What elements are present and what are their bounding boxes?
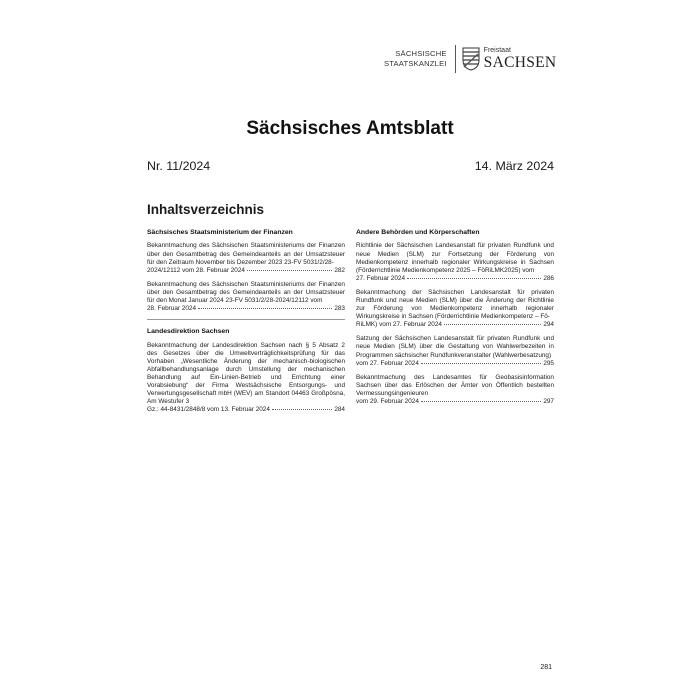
freistaat-sachsen-logo [484, 47, 557, 71]
entry-date: 28. Februar 2024 [147, 305, 197, 313]
issue-number: Nr. 11/2024 [147, 159, 211, 173]
entry-date: vom 27. Februar 2024 [356, 359, 419, 367]
staatskanzlei-logo [384, 49, 447, 69]
toc-entry[interactable] [147, 342, 345, 415]
entry-date: Gz.: 44-8431/2848/8 vom 13. Februar 2024 [147, 406, 270, 414]
toc-entry[interactable] [356, 335, 554, 367]
header-logos [384, 44, 556, 74]
sachsen-label: SACHSEN [483, 54, 557, 72]
dot-leader [421, 363, 541, 364]
toc-entry[interactable] [356, 374, 554, 406]
entry-page: 295 [543, 359, 554, 367]
toc-entry[interactable] [147, 281, 345, 313]
entry-page: 282 [334, 266, 345, 274]
staatskanzlei-line1: SÄCHSISCHE [395, 49, 447, 58]
section-divider [147, 319, 345, 320]
section-title: Landesdirektion Sachsen [147, 328, 230, 336]
dot-leader [421, 401, 541, 402]
page-number: 281 [540, 664, 552, 671]
toc-column-left [147, 229, 345, 420]
entry-date: 2024/12112 vom 28. Februar 2024 [147, 266, 245, 274]
dot-leader [272, 409, 332, 410]
dot-leader [247, 270, 332, 271]
entry-page: 284 [334, 406, 345, 414]
dot-leader [407, 278, 541, 279]
entry-text: Bekanntmachung des Landesamtes für Geobasisinformation Sachsen über das Erlöschen der Ämter von Öffentlich bestellten Vermessungsingenieuren [356, 373, 554, 397]
entry-page: 283 [334, 305, 345, 313]
dot-leader [444, 324, 541, 325]
entry-text: Bekanntmachung des Sächsischen Staatsministeriums der Finanzen über den Gesamtbetrag des Gemeindeanteils an der Umsatzsteuer für den Monat Januar 2024 23-FV 5031/2/28-2024/12112 vom [147, 280, 345, 304]
entry-date: RiLMK) vom 27. Februar 2024 [356, 321, 442, 329]
entry-date: 27. Februar 2024 [356, 274, 406, 282]
toc-entry[interactable] [356, 242, 554, 282]
freistaat-label: Freistaat [483, 47, 511, 55]
dot-leader [198, 308, 332, 309]
toc-column-right [356, 229, 554, 412]
entry-page: 286 [543, 274, 554, 282]
toc-heading: Inhaltsverzeichnis [147, 202, 265, 217]
entry-page: 294 [543, 321, 554, 329]
entry-text: Bekanntmachung der Sächsischen Landesanstalt für privaten Rundfunk und neue Medien (SLM) über die Änderung der Richtlinie zur Förderung von Medienkompetenz innerhalb regionaler Wirkungskreise in Sachsen (Förderrichtlinie Medienkompetenz – Fö- [356, 288, 554, 321]
entry-date: vom 29. Februar 2024 [356, 398, 419, 405]
page-title: Sächsisches Amtsblatt [246, 118, 454, 139]
entry-page: 297 [543, 398, 554, 405]
entry-text: Richtlinie der Sächsischen Landesanstalt für privaten Rundfunk und neue Medien (SLM) zur Fortsetzung der Förderung von Medienkompetenz innerhalb regionaler Wirkungskreise in Sachsen (Förderrichtlinie Medienkompetenz 2025 – FöRiLMK2025) vom [356, 242, 554, 274]
entry-text: Satzung der Sächsischen Landesanstalt für privaten Rundfunk und neue Medien (SLM) über die Gestaltung von Wahlwerbezeiten in Programmen sächsischer Rundfunkveranstalter (Wahlwerbesatzung) [356, 335, 554, 359]
staatskanzlei-line2: STAATSKANZLEI [384, 59, 447, 68]
coat-of-arms-icon [462, 47, 480, 71]
entry-text: Bekanntmachung des Sächsischen Staatsministeriums der Finanzen über den Gesamtbetrag des Gemeindeanteils an der Umsatzsteuer für den Zeitraum November bis Dezember 2023 23-FV 5031/2/28- [147, 242, 345, 266]
section-title: Sächsisches Staatsministerium der Finanzen [147, 229, 293, 236]
section-title: Andere Behörden und Körperschaften [356, 229, 480, 236]
entry-text: Bekanntmachung der Landesdirektion Sachsen nach § 5 Absatz 2 des Gesetzes über die Umweltverträglichkeitsprüfung für das Vorhaben „Wesentliche Änderung der mechanisch-biologischen Abfallbehandlungsanlage durch Umstellung der mechanischen Behandlung auf Ein-Linien-Betrieb und Errichtung einer Vorabsiebung“ der Firma Westsächsische Entsorgungs- und Verwertungsgesellschaft mbH (WEV) am Standort 04463 Großpösna, Am Westufer 3 [147, 341, 345, 406]
toc-entry[interactable] [147, 242, 345, 274]
logo-divider [455, 45, 456, 73]
toc-entry[interactable] [356, 289, 554, 329]
issue-date: 14. März 2024 [474, 159, 554, 173]
